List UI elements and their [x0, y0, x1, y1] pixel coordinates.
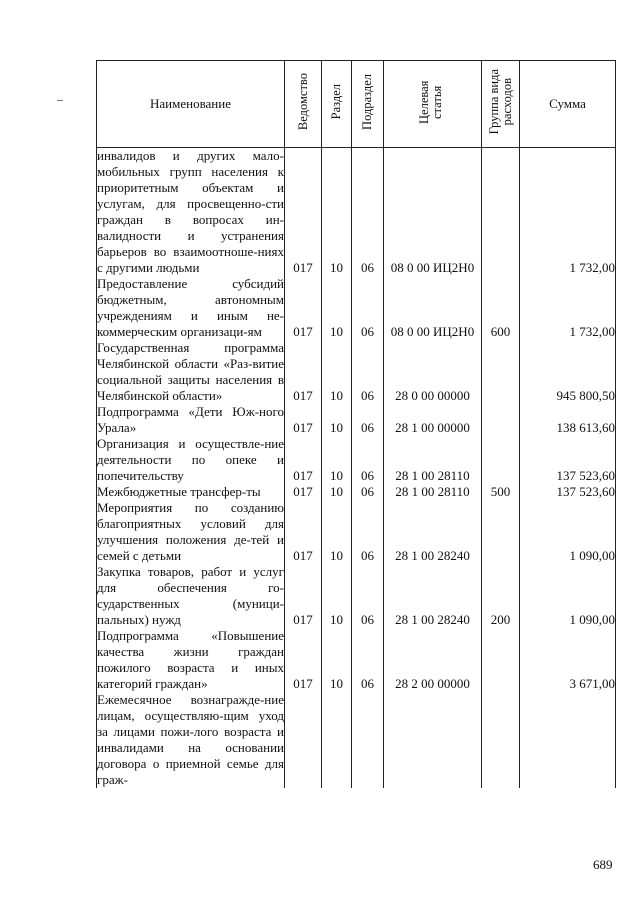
table-row [97, 340, 616, 404]
row-celevaya-statya: 28 2 00 00000 [384, 628, 482, 692]
header-vedomstvo: Ведомство [285, 61, 322, 148]
row-vedomstvo: 017 [285, 564, 322, 628]
row-podrazdel: 06 [352, 276, 384, 340]
header-podrazdel: Подраздел [352, 61, 384, 148]
table-row [97, 628, 616, 692]
row-name: Организация и осуществле-ние деятельности по опеке и попечительству [97, 436, 284, 483]
header-gruppa-line2: расходов [499, 78, 514, 126]
row-vedomstvo: 017 [285, 148, 322, 277]
header-gruppa-vida-rashodov [482, 61, 520, 148]
row-name: Закупка товаров, работ и услуг для обеспечения го-сударственных (муници-пальных) нужд [97, 564, 284, 627]
table-row [97, 404, 616, 436]
row-gruppa [482, 500, 520, 564]
margin-mark [57, 100, 63, 101]
table-row [97, 436, 616, 484]
row-name: Подпрограмма «Дети Юж-ного Урала» [97, 404, 284, 435]
row-celevaya-statya: 28 1 00 28110 [384, 436, 482, 484]
row-gruppa [482, 628, 520, 692]
row-celevaya-statya: 28 1 00 00000 [384, 404, 482, 436]
row-summa: 137 523,60 [520, 484, 616, 500]
table-row [97, 148, 616, 277]
header-gruppa-line1: Группа вида [486, 69, 501, 135]
row-summa [520, 692, 616, 788]
table-row [97, 484, 616, 500]
row-name: Мероприятия по созданию благоприятных условий для улучшения положения де-тей и семей с детьми [97, 500, 284, 563]
row-vedomstvo: 017 [285, 628, 322, 692]
row-vedomstvo: 017 [285, 276, 322, 340]
row-razdel: 10 [322, 340, 352, 404]
header-name: Наименование [97, 61, 285, 148]
row-name: Государственная программа Челябинской области «Раз-витие социальной защиты населения в Челябинской области» [97, 340, 284, 403]
row-podrazdel: 06 [352, 500, 384, 564]
table-row [97, 692, 616, 788]
row-name: Межбюджетные трансфер-ты [97, 484, 285, 500]
table-row [97, 564, 616, 628]
table-body [97, 148, 616, 789]
row-vedomstvo: 017 [285, 404, 322, 436]
row-vedomstvo: 017 [285, 340, 322, 404]
page-number: 689 [593, 857, 613, 872]
row-razdel: 10 [322, 148, 352, 277]
row-podrazdel: 06 [352, 340, 384, 404]
row-gruppa [482, 404, 520, 436]
row-vedomstvo: 017 [285, 500, 322, 564]
row-summa: 1 090,00 [520, 500, 616, 564]
row-celevaya-statya: 28 1 00 28110 [384, 484, 482, 500]
row-vedomstvo: 017 [285, 484, 322, 500]
row-celevaya-statya [384, 692, 482, 788]
row-vedomstvo [285, 692, 322, 788]
row-razdel: 10 [322, 628, 352, 692]
row-razdel: 10 [322, 564, 352, 628]
row-name: Предоставление субсидий бюджетным, автономным учреждениям и иным не-коммерческим организаци-ям [97, 276, 284, 339]
row-name: Ежемесячное вознагражде-ние лицам, осуществляю-щим уход за лицами пожи-лого возраста и инвалидами на основании договора о приемной семье для граж- [97, 692, 284, 787]
row-summa: 1 732,00 [520, 148, 616, 277]
row-razdel [322, 692, 352, 788]
row-podrazdel: 06 [352, 564, 384, 628]
row-celevaya-statya: 08 0 00 ИЦ2Н0 [384, 148, 482, 277]
row-razdel: 10 [322, 404, 352, 436]
row-gruppa [482, 148, 520, 277]
row-gruppa: 200 [482, 564, 520, 628]
row-name: Подпрограмма «Повышение качества жизни граждан пожилого возраста и иных категорий граждан» [97, 628, 284, 691]
row-podrazdel [352, 692, 384, 788]
row-gruppa [482, 340, 520, 404]
row-celevaya-statya: 28 1 00 28240 [384, 500, 482, 564]
row-razdel: 10 [322, 436, 352, 484]
row-name: инвалидов и других мало-мобильных групп населения к приоритетным объектам и услугам, для просвещенно-сти граждан в вопросах ин-валидности и устранения барьеров во взаимоотноше-ниях с другими людьми [97, 148, 284, 275]
row-celevaya-statya: 08 0 00 ИЦ2Н0 [384, 276, 482, 340]
row-podrazdel: 06 [352, 148, 384, 277]
row-gruppa: 600 [482, 276, 520, 340]
row-podrazdel: 06 [352, 404, 384, 436]
row-podrazdel: 06 [352, 628, 384, 692]
row-celevaya-statya: 28 0 00 00000 [384, 340, 482, 404]
row-summa: 3 671,00 [520, 628, 616, 692]
table-row [97, 500, 616, 564]
row-razdel: 10 [322, 500, 352, 564]
row-podrazdel: 06 [352, 484, 384, 500]
table-header [97, 61, 616, 148]
row-razdel: 10 [322, 484, 352, 500]
table-row [97, 276, 616, 340]
row-summa: 138 613,60 [520, 404, 616, 436]
row-gruppa [482, 436, 520, 484]
header-celevaya-statya: Целевая статья [384, 61, 482, 148]
row-razdel: 10 [322, 276, 352, 340]
row-gruppa: 500 [482, 484, 520, 500]
row-podrazdel: 06 [352, 436, 384, 484]
budget-table [96, 60, 616, 788]
header-razdel: Раздел [322, 61, 352, 148]
row-summa: 137 523,60 [520, 436, 616, 484]
row-summa: 945 800,50 [520, 340, 616, 404]
row-summa: 1 732,00 [520, 276, 616, 340]
row-celevaya-statya: 28 1 00 28240 [384, 564, 482, 628]
row-summa: 1 090,00 [520, 564, 616, 628]
row-vedomstvo: 017 [285, 436, 322, 484]
row-gruppa [482, 692, 520, 788]
header-summa: Сумма [520, 61, 616, 148]
